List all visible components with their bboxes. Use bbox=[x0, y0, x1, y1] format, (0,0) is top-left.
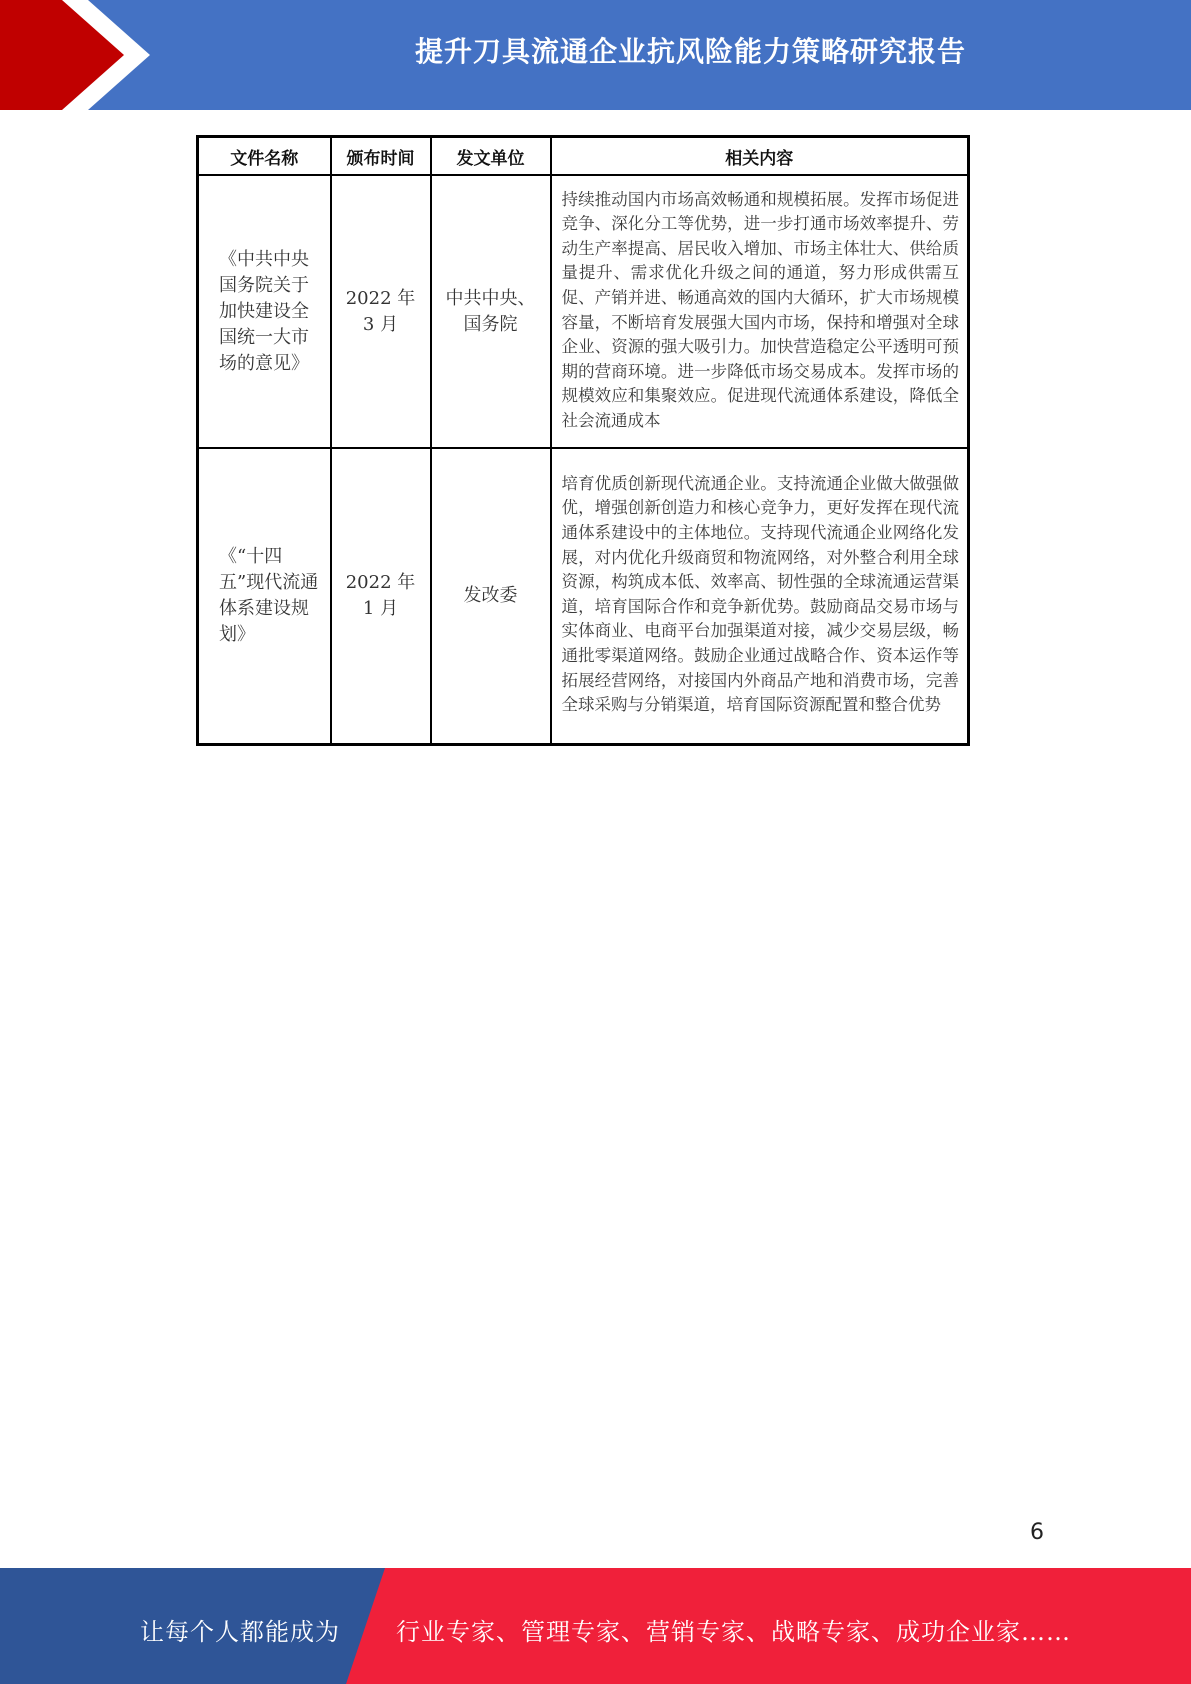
related-content-cell: 持续推动国内市场高效畅通和规模拓展。发挥市场促进竞争、深化分工等优势，进一步打通市场效率提升、劳动生产率提高、居民收入增加、市场主体壮大、供给质量提升、需求优化升级之间的通道，努力形成供需互促、产销并进、畅通高效的国内大循环，扩大市场规模容量，不断培育发展强大国内市场，保持和增强对全球企业、资源的强大吸引力。加快营造稳定公平透明可预期的营商环境。进一步降低市场交易成本。发挥市场的规模效应和集聚效应。促进现代流通体系建设，降低全社会流通成本 bbox=[551, 175, 969, 448]
document-name-cell: 《中共中央国务院关于加快建设全国统一大市场的意见》 bbox=[198, 175, 331, 448]
header-arrow-decoration bbox=[0, 0, 160, 110]
related-content-cell: 培育优质创新现代流通企业。支持流通企业做大做强做优，增强创新创造力和核心竞争力，更好发挥在现代流通体系建设中的主体地位。支持现代流通企业网络化发展，对内优化升级商贸和物流网络，对外整合利用全球资源，构筑成本低、效率高、韧性强的全球流通运营渠道，培育国际合作和竞争新优势。鼓励商品交易市场与实体商业、电商平台加强渠道对接，减少交易层级，畅通批零渠道网络。鼓励企业通过战略合作、资本运作等拓展经营网络，对接国内外商品产地和消费市场，完善全球采购与分销渠道，培育国际资源配置和整合优势 bbox=[551, 448, 969, 744]
column-header-issuing-unit: 发文单位 bbox=[431, 137, 551, 176]
document-name-cell: 《“十四五”现代流通体系建设规划》 bbox=[198, 448, 331, 744]
table-header-row bbox=[198, 137, 969, 176]
table-row bbox=[198, 175, 969, 448]
issue-date-cell: 2022 年 1 月 bbox=[331, 448, 431, 744]
document-title: 提升刀具流通企业抗风险能力策略研究报告 bbox=[414, 35, 966, 68]
footer-slogan-right: 行业专家、管理专家、营销专家、战略专家、成功企业家…… bbox=[396, 1618, 1071, 1646]
column-header-issue-date: 颁布时间 bbox=[331, 137, 431, 176]
policy-table bbox=[196, 135, 970, 746]
column-header-related-content: 相关内容 bbox=[551, 137, 969, 176]
footer-slogan-left: 让每个人都能成为 bbox=[140, 1618, 340, 1646]
page-header bbox=[0, 0, 1191, 110]
page-footer bbox=[0, 1568, 1191, 1684]
issue-date-cell: 2022 年 3 月 bbox=[331, 175, 431, 448]
table-row bbox=[198, 448, 969, 744]
page-number: 6 bbox=[1030, 1520, 1044, 1545]
column-header-document-name: 文件名称 bbox=[198, 137, 331, 176]
issuing-unit-cell: 中共中央、国务院 bbox=[431, 175, 551, 448]
issuing-unit-cell: 发改委 bbox=[431, 448, 551, 744]
